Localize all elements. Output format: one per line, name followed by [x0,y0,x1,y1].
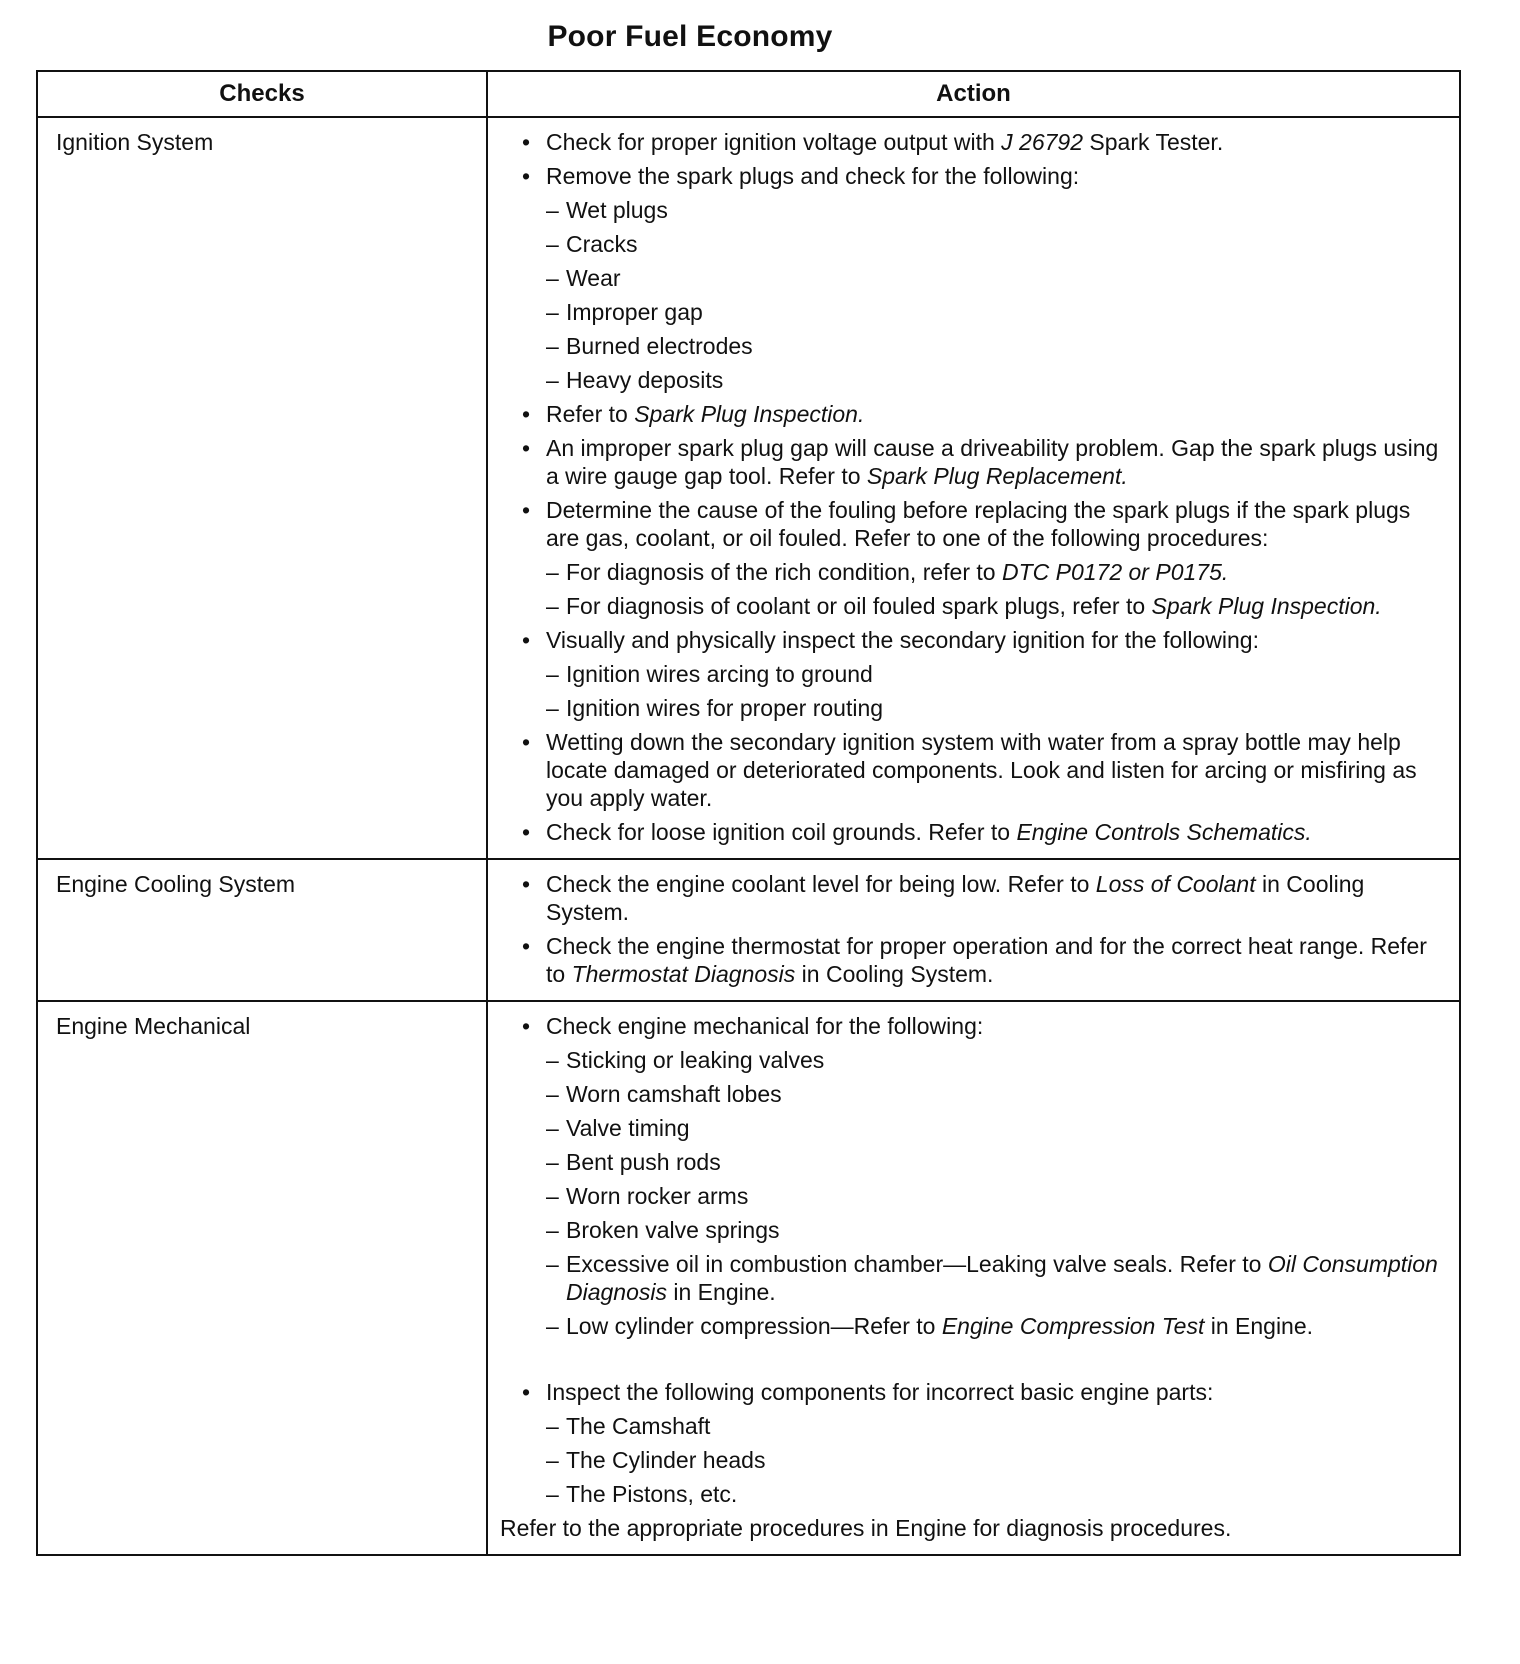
closing-note: Refer to the appropriate procedures in Engine for diagnosis procedures. [500,1515,1232,1541]
check-engine-mechanical: Engine Mechanical [37,1001,487,1555]
sub-list-item: – Ignition wires arcing to ground [520,660,1445,688]
list-item: • Remove the spark plugs and check for the following: [520,162,1445,190]
sub-list-item: – Wet plugs [520,196,1445,224]
action-column-header: Action [487,71,1460,117]
list-item: • An improper spark plug gap will cause a driveability problem. Gap the spark plugs using a wire gauge gap tool. Refer to Spark Plug Replacement. [520,434,1445,490]
list-item: • Check the engine thermostat for proper operation and for the correct heat range. Refer to Thermostat Diagnosis in Cooling System. [520,932,1445,988]
sub-list-item: – For diagnosis of the rich condition, refer to DTC P0172 or P0175. [520,558,1445,586]
action-engine-cooling-system [487,859,1460,1001]
list-item: • Wetting down the secondary ignition system with water from a spray bottle may help locate damaged or deteriorated components. Look and listen for arcing or misfiring as you apply water. [520,728,1445,812]
list-item: • Check for loose ignition coil grounds. Refer to Engine Controls Schematics. [520,818,1445,846]
table-header-row [37,71,1460,117]
sub-list-item: – The Camshaft [520,1412,1445,1440]
spacer [520,1340,1445,1372]
table-row-ignition-system [37,117,1460,859]
checks-column-header: Checks [37,71,487,117]
list-item: • Check engine mechanical for the following: [520,1012,1445,1040]
list-item: • Visually and physically inspect the secondary ignition for the following: [520,626,1445,654]
list-item: • Check for proper ignition voltage output with J 26792 Spark Tester. [520,128,1445,156]
sub-list-item: – Wear [520,264,1445,292]
sub-list-item: – Valve timing [520,1114,1445,1142]
list-item: • Refer to Spark Plug Inspection. [520,400,1445,428]
poor-fuel-economy-table [36,70,1461,1556]
action-ignition-system [487,117,1460,859]
list-item: • Check the engine coolant level for being low. Refer to Loss of Coolant in Cooling System. [520,870,1445,926]
sub-list-item: – Low cylinder compression—Refer to Engine Compression Test in Engine. [520,1312,1445,1340]
table-row-engine-cooling-system [37,859,1460,1001]
sub-list-item: – For diagnosis of coolant or oil fouled spark plugs, refer to Spark Plug Inspection. [520,592,1445,620]
check-ignition-system: Ignition System [37,117,487,859]
sub-list-item: – Worn rocker arms [520,1182,1445,1210]
sub-list-item: – Bent push rods [520,1148,1445,1176]
sub-list-item: – Ignition wires for proper routing [520,694,1445,722]
action-engine-mechanical [487,1001,1460,1555]
sub-list-item: – Heavy deposits [520,366,1445,394]
sub-list-item: – The Cylinder heads [520,1446,1445,1474]
sub-list-item: – Burned electrodes [520,332,1445,360]
sub-list-item: – Excessive oil in combustion chamber—Leaking valve seals. Refer to Oil Consumption Diagnosis in Engine. [520,1250,1445,1306]
sub-list-item: – Improper gap [520,298,1445,326]
check-engine-cooling-system: Engine Cooling System [37,859,487,1001]
sub-list-item: – Worn camshaft lobes [520,1080,1445,1108]
sub-list-item: – The Pistons, etc. [520,1480,1445,1508]
list-item: • Determine the cause of the fouling before replacing the spark plugs if the spark plugs are gas, coolant, or oil fouled. Refer to one of the following procedures: [520,496,1445,552]
sub-list-item: – Broken valve springs [520,1216,1445,1244]
list-item: • Inspect the following components for incorrect basic engine parts: [520,1378,1445,1406]
sub-list-item: – Sticking or leaking valves [520,1046,1445,1074]
page-title: Poor Fuel Economy [547,20,833,53]
table-row-engine-mechanical [37,1001,1460,1555]
sub-list-item: – Cracks [520,230,1445,258]
